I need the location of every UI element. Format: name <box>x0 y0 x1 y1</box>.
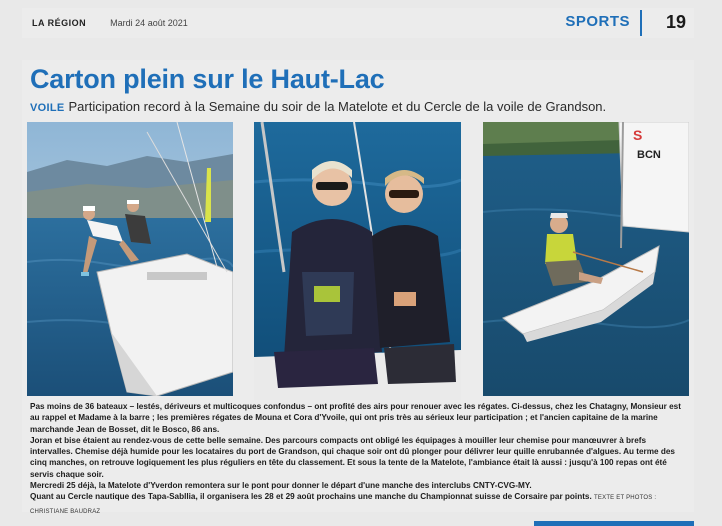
footer-accent-bar <box>534 521 694 526</box>
body-paragraph-3: Mercredi 25 déjà, la Matelote d'Yverdon remontera sur le pont pour donner le départ d'une manche des interclubs CNTY-CVG-MY. <box>30 481 532 491</box>
svg-text:S: S <box>633 127 643 143</box>
body-paragraph-1: Pas moins de 36 bateaux – lestés, dériveurs et multicoques confondus – ont profité des airs pour renouer avec les régates. Ci-dessus, chez les Chatagny, Monsieur est au rappel et Madame à la barre ; les premières régates de Mouna et Cora d'Yvoile, qui ont pris très au sérieux leur participation ; et l'ancien capitaine de la marine marchande Jean de Bosset, dit le Bosco, 86 ans. <box>30 402 681 434</box>
headline: Carton plein sur le Haut-Lac <box>30 64 385 94</box>
page-header <box>22 8 694 38</box>
subheadline: Participation record à la Semaine du soir de la Matelote et du Cercle de la voile de Grandson. <box>68 99 607 114</box>
photo-chatagny-crew-image <box>27 122 233 396</box>
article-body <box>30 401 686 518</box>
newspaper-name: LA RÉGION <box>32 18 87 28</box>
body-paragraph-2: Joran et bise étaient au rendez-vous de cette belle semaine. Des parcours compacts ont obligé les équipages à mouiller leur chemise pour manœuvrer à brefs intervalles. Chemise déjà humide pour les locataires du port de Grandson, qui chaque soir ont dû plonger pour délivrer leur quille enrubannée d'algues. Au terme des cinq manches, on retrouve logiquement les plus réguliers en tête du classement. Et sous la tente de la Matelote, l'ambiance était là aussi : jusqu'à 100 repas ont été servis chaque soir. <box>30 435 675 479</box>
photo-mouna-cora <box>254 122 461 400</box>
section-label: SPORTS <box>565 13 630 30</box>
photo-jean-de-bosset-image <box>483 122 689 396</box>
sail-number: BCN <box>637 149 661 161</box>
subheadline-line <box>30 99 606 114</box>
header-divider <box>640 10 642 36</box>
issue-date: Mardi 24 août 2021 <box>110 18 188 28</box>
page-number: 19 <box>665 12 686 32</box>
photo-jean-de-bosset <box>483 122 689 396</box>
photo-mouna-cora-image <box>254 122 461 400</box>
body-paragraph-4 <box>30 491 686 518</box>
photo-chatagny-crew <box>27 122 233 396</box>
article <box>22 60 694 515</box>
photo-credit: TEXTE ET PHOTOS : CHRISTIANE BAUDRAZ <box>30 495 657 515</box>
kicker-label: VOILE <box>30 102 65 114</box>
body-paragraph-4-text: Quant au Cercle nautique des Tapa-Sabllia, il organisera les 28 et 29 août prochains une manche du Championnat suisse de Corsaire par points. <box>30 492 592 502</box>
